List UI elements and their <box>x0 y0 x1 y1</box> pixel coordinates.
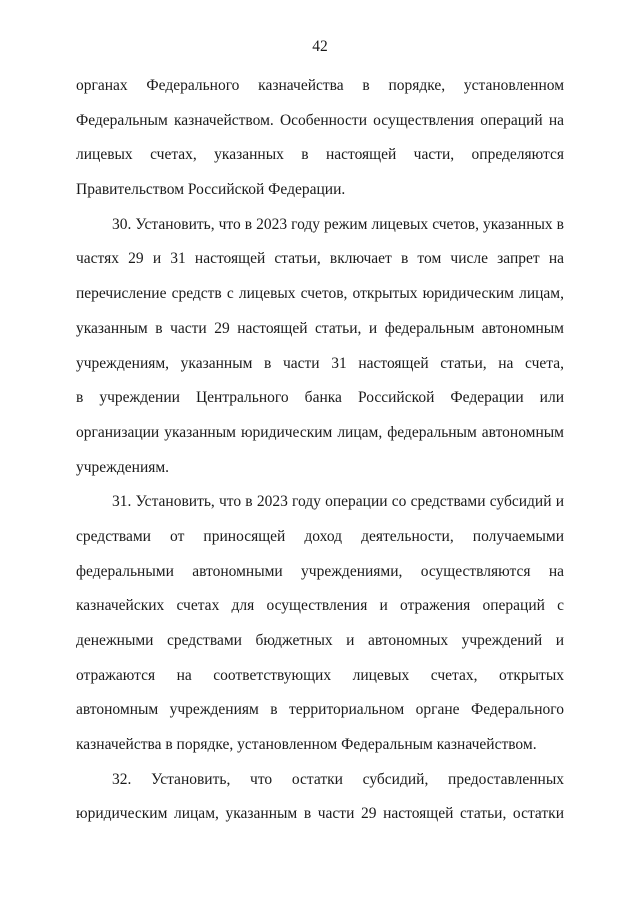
text-line: органах Федерального казначейства в порядке, установленном <box>76 77 564 94</box>
text-line: лицевых счетах, указанных в настоящей части, определяются <box>76 146 564 164</box>
text-line: частях 29 и 31 настоящей статьи, включает в том числе запрет на <box>76 250 564 268</box>
text-line: юридическим лицам, указанным в части 29 настоящей статьи, остатки <box>76 805 564 823</box>
text-line: Федеральным казначейством. Особенности осуществления операций на <box>76 111 564 129</box>
text-line: средствами от приносящей доход деятельности, получаемыми <box>76 527 564 545</box>
text-line: перечисление средств с лицевых счетов, открытых юридическим лицам, <box>76 285 564 303</box>
paragraph-30 <box>76 208 564 486</box>
text-line: учреждениям. <box>76 458 170 476</box>
text-line: казначейства в порядке, установленном Федеральным казначейством. <box>76 736 537 754</box>
text-line: федеральными автономными учреждениями, осуществляются на <box>76 562 564 580</box>
text-line: организации указанным юридическим лицам, федеральным автономным <box>76 423 564 441</box>
document-body <box>76 69 564 832</box>
text-line: указанным в части 29 настоящей статьи, и федеральным автономным <box>76 319 564 337</box>
paragraph-32 <box>76 763 564 832</box>
text-line: денежными средствами бюджетных и автономных учреждений и <box>76 632 564 649</box>
text-line: 32. Установить, что остатки субсидий, предоставленных <box>112 770 564 788</box>
text-line: 30. Установить, что в 2023 году режим лицевых счетов, указанных в <box>112 215 564 233</box>
paragraph-31 <box>76 485 564 763</box>
paragraph-continuation <box>76 69 564 208</box>
page-number: 42 <box>312 38 328 55</box>
text-line: учреждениям, указанным в части 31 настоящей статьи, на счета, <box>76 354 564 372</box>
text-line: отражаются на соответствующих лицевых счетах, открытых <box>76 666 564 684</box>
text-line: 31. Установить, что в 2023 году операции со средствами субсидий и <box>112 493 564 511</box>
text-line: автономным учреждениям в территориальном органе Федерального <box>76 701 564 719</box>
text-line: казначейских счетах для осуществления и отражения операций с <box>76 597 564 615</box>
text-line: в учреждении Центрального банка Российской Федерации или <box>76 389 564 407</box>
text-line: Правительством Российской Федерации. <box>76 181 346 199</box>
